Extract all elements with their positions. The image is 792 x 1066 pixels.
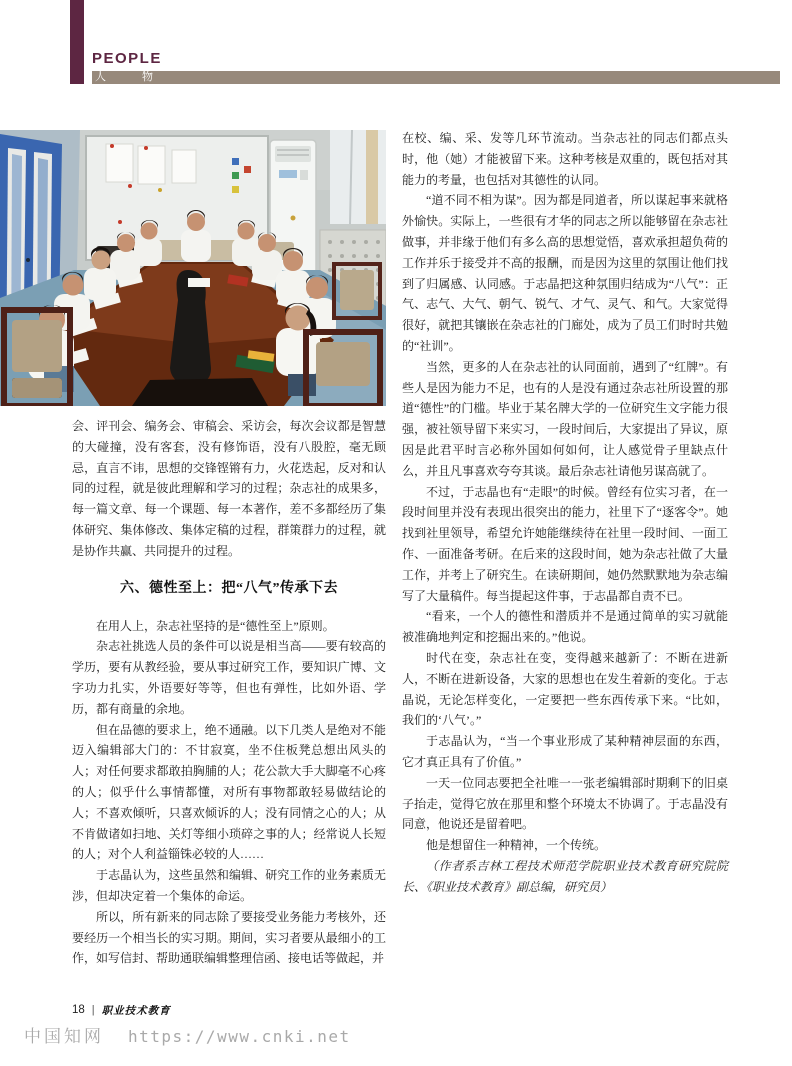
page-number: 18 bbox=[72, 1004, 85, 1016]
body-paragraph: 不过，于志晶也有“走眼”的时候。曾经有位实习者，在一段时间里并没有表现出很突出的能力，社里下了“逐客令”。她找到社里领导，希望允许她能继续待在社里一段时间、一面工作、一面准备考研。在后来的这段时间，她为杂志社做了大量工作，并考上了研究生。在读研期间，她仍然默默地为杂志编写了大量稿件。每当提起这件事，于志晶都自责不已。 bbox=[402, 484, 728, 603]
body-paragraph: 所以，所有新来的同志除了要接受业务能力考核外，还要经历一个相当长的实习期。期间，实习者要从最细小的工作，如写信封、帮助通联编辑整理信函、接电话等做起，并 bbox=[72, 909, 386, 966]
conference-room-meeting-photo bbox=[0, 130, 386, 406]
window bbox=[330, 130, 386, 224]
left-column bbox=[72, 416, 386, 969]
body-paragraph: 于志晶认为，“当一个事业形成了某种精神层面的东西，它才真正具有了价值。” bbox=[402, 734, 728, 769]
body-paragraph: 在用人上，杂志社坚持的是“德性至上”原则。 bbox=[96, 618, 335, 633]
watermark-url: https://www.cnki.net bbox=[128, 1027, 351, 1046]
page-footer bbox=[72, 1003, 171, 1017]
body-paragraph: 在校、编、采、发等几环节流动。当杂志社的同志们都点头时，他（她）才能被留下来。这种考核是双重的，既包括对其能力的考量，也包括对其德性的认同。 bbox=[402, 131, 728, 187]
watermark-cnki bbox=[24, 1022, 351, 1047]
section-accent-bar bbox=[70, 0, 84, 84]
meeting-photo-illustration bbox=[0, 130, 386, 406]
journal-name: 职业技术教育 bbox=[101, 1005, 171, 1017]
body-paragraph: 当然，更多的人在杂志社的认同面前，遇到了“红牌”。有些人是因为能力不足，也有的人是没有通过杂志社所设置的那道“德性”的门槛。毕业于某名牌大学的一位研究生文字能力很强，被社领导留下来实习，一段时间后，大家提出了异议，原因是此君平时言必称外国如何如何，让人感觉骨子里缺点什么，并且凡事喜欢夸夸其谈。最后杂志社请他另谋高就了。 bbox=[402, 359, 728, 478]
section-title-en: PEOPLE bbox=[92, 50, 162, 67]
section-heading: 六、德性至上：把“八气”传承下去 bbox=[120, 580, 338, 596]
section-title-band bbox=[92, 71, 780, 84]
body-paragraph: 于志晶认为，这些虽然和编辑、研究工作的业务素质无涉，但却决定着一个集体的命运。 bbox=[72, 868, 386, 903]
right-column bbox=[402, 128, 728, 897]
author-note: （作者系吉林工程技术师范学院职业技术教育研究院院长、《职业技术教育》副总编，研究员） bbox=[402, 858, 728, 894]
body-paragraph: 但在品德的要求上，绝不通融。以下几类人是绝对不能迈入编辑部大门的：不甘寂寞，坐不住板凳总想出风头的人；对任何要求都敢拍胸脯的人；花公款大手大脚毫不心疼的人；似乎什么事情都懂，对所有事物都敢轻易做结论的人；不喜欢倾听，只喜欢倾诉的人；没有同情之心的人；从不肯做诸如扫地、关灯等细小琐碎之事的人；经常说人长短的人；对个人利益锱铢必较的人…… bbox=[72, 722, 386, 862]
body-paragraph: “道不同不相为谋”。因为都是同道者，所以谋起事来就格外愉快。实际上，一些很有才华的同志之所以能够留在杂志社做事，并非缘于他们有多么高的思想觉悟，喜欢承担超负荷的工作并乐于接受并不高的报酬，而是因为这里的氛围让他们找到了归属感、认同感。于志晶把这种氛围归结成为“八气”：正气、志气、大气、朝气、锐气、才气、灵气、和气。大家觉得很好，就把其镶嵌在杂志社的门廊处，成为了员工们时时共勉的“社训”。 bbox=[402, 193, 728, 353]
body-paragraph: 时代在变，杂志社在变，变得越来越新了：不断在进新人，不断在进新设备，大家的思想也在发生着新的变化。于志晶说，无论怎样变化，一定要把一些东西传承下来。“比如，我们的‘八气’。” bbox=[402, 650, 728, 728]
body-paragraph: “看来，一个人的德性和潜质并不是通过简单的实习就能被准确地判定和挖掘出来的。”他说。 bbox=[402, 609, 728, 645]
body-paragraph: 会、评刊会、编务会、审稿会、采访会，每次会议都是智慧的大碰撞，没有客套，没有修饰语，没有八股腔，毫无顾忌，直言不讳，思想的交锋铿锵有力，火花迭起，反对和认同的过程，就是彼此理解和学习的过程；杂志社的成果多，每一篇文章、每一个课题、每一本著作，差不多都经历了集体研究、集体修改、集体定稿的过程，群策群力的过程，就是协作共赢、共同提升的过程。 bbox=[72, 419, 386, 558]
section-title-zh: 人物 bbox=[95, 71, 189, 83]
body-paragraph: 他是想留住一种精神，一个传统。 bbox=[426, 838, 607, 853]
body-paragraph: 杂志社挑选人员的条件可以说是相当高——要有较高的学历，要有从教经验，要从事过研究工作，要知识广博、文字功力扎实，外语要好等等，但也有弹性，比如外语、学历，都有商量的余地。 bbox=[72, 639, 386, 716]
body-paragraph: 一天一位同志要把全社唯一一张老编辑部时期剩下的旧桌子抬走，觉得它放在那里和整个环境太不协调了。于志晶没有同意，他说还是留着吧。 bbox=[402, 775, 728, 832]
watermark-site-name: 中国知网 bbox=[24, 1027, 104, 1046]
footer-separator: | bbox=[91, 1004, 95, 1016]
